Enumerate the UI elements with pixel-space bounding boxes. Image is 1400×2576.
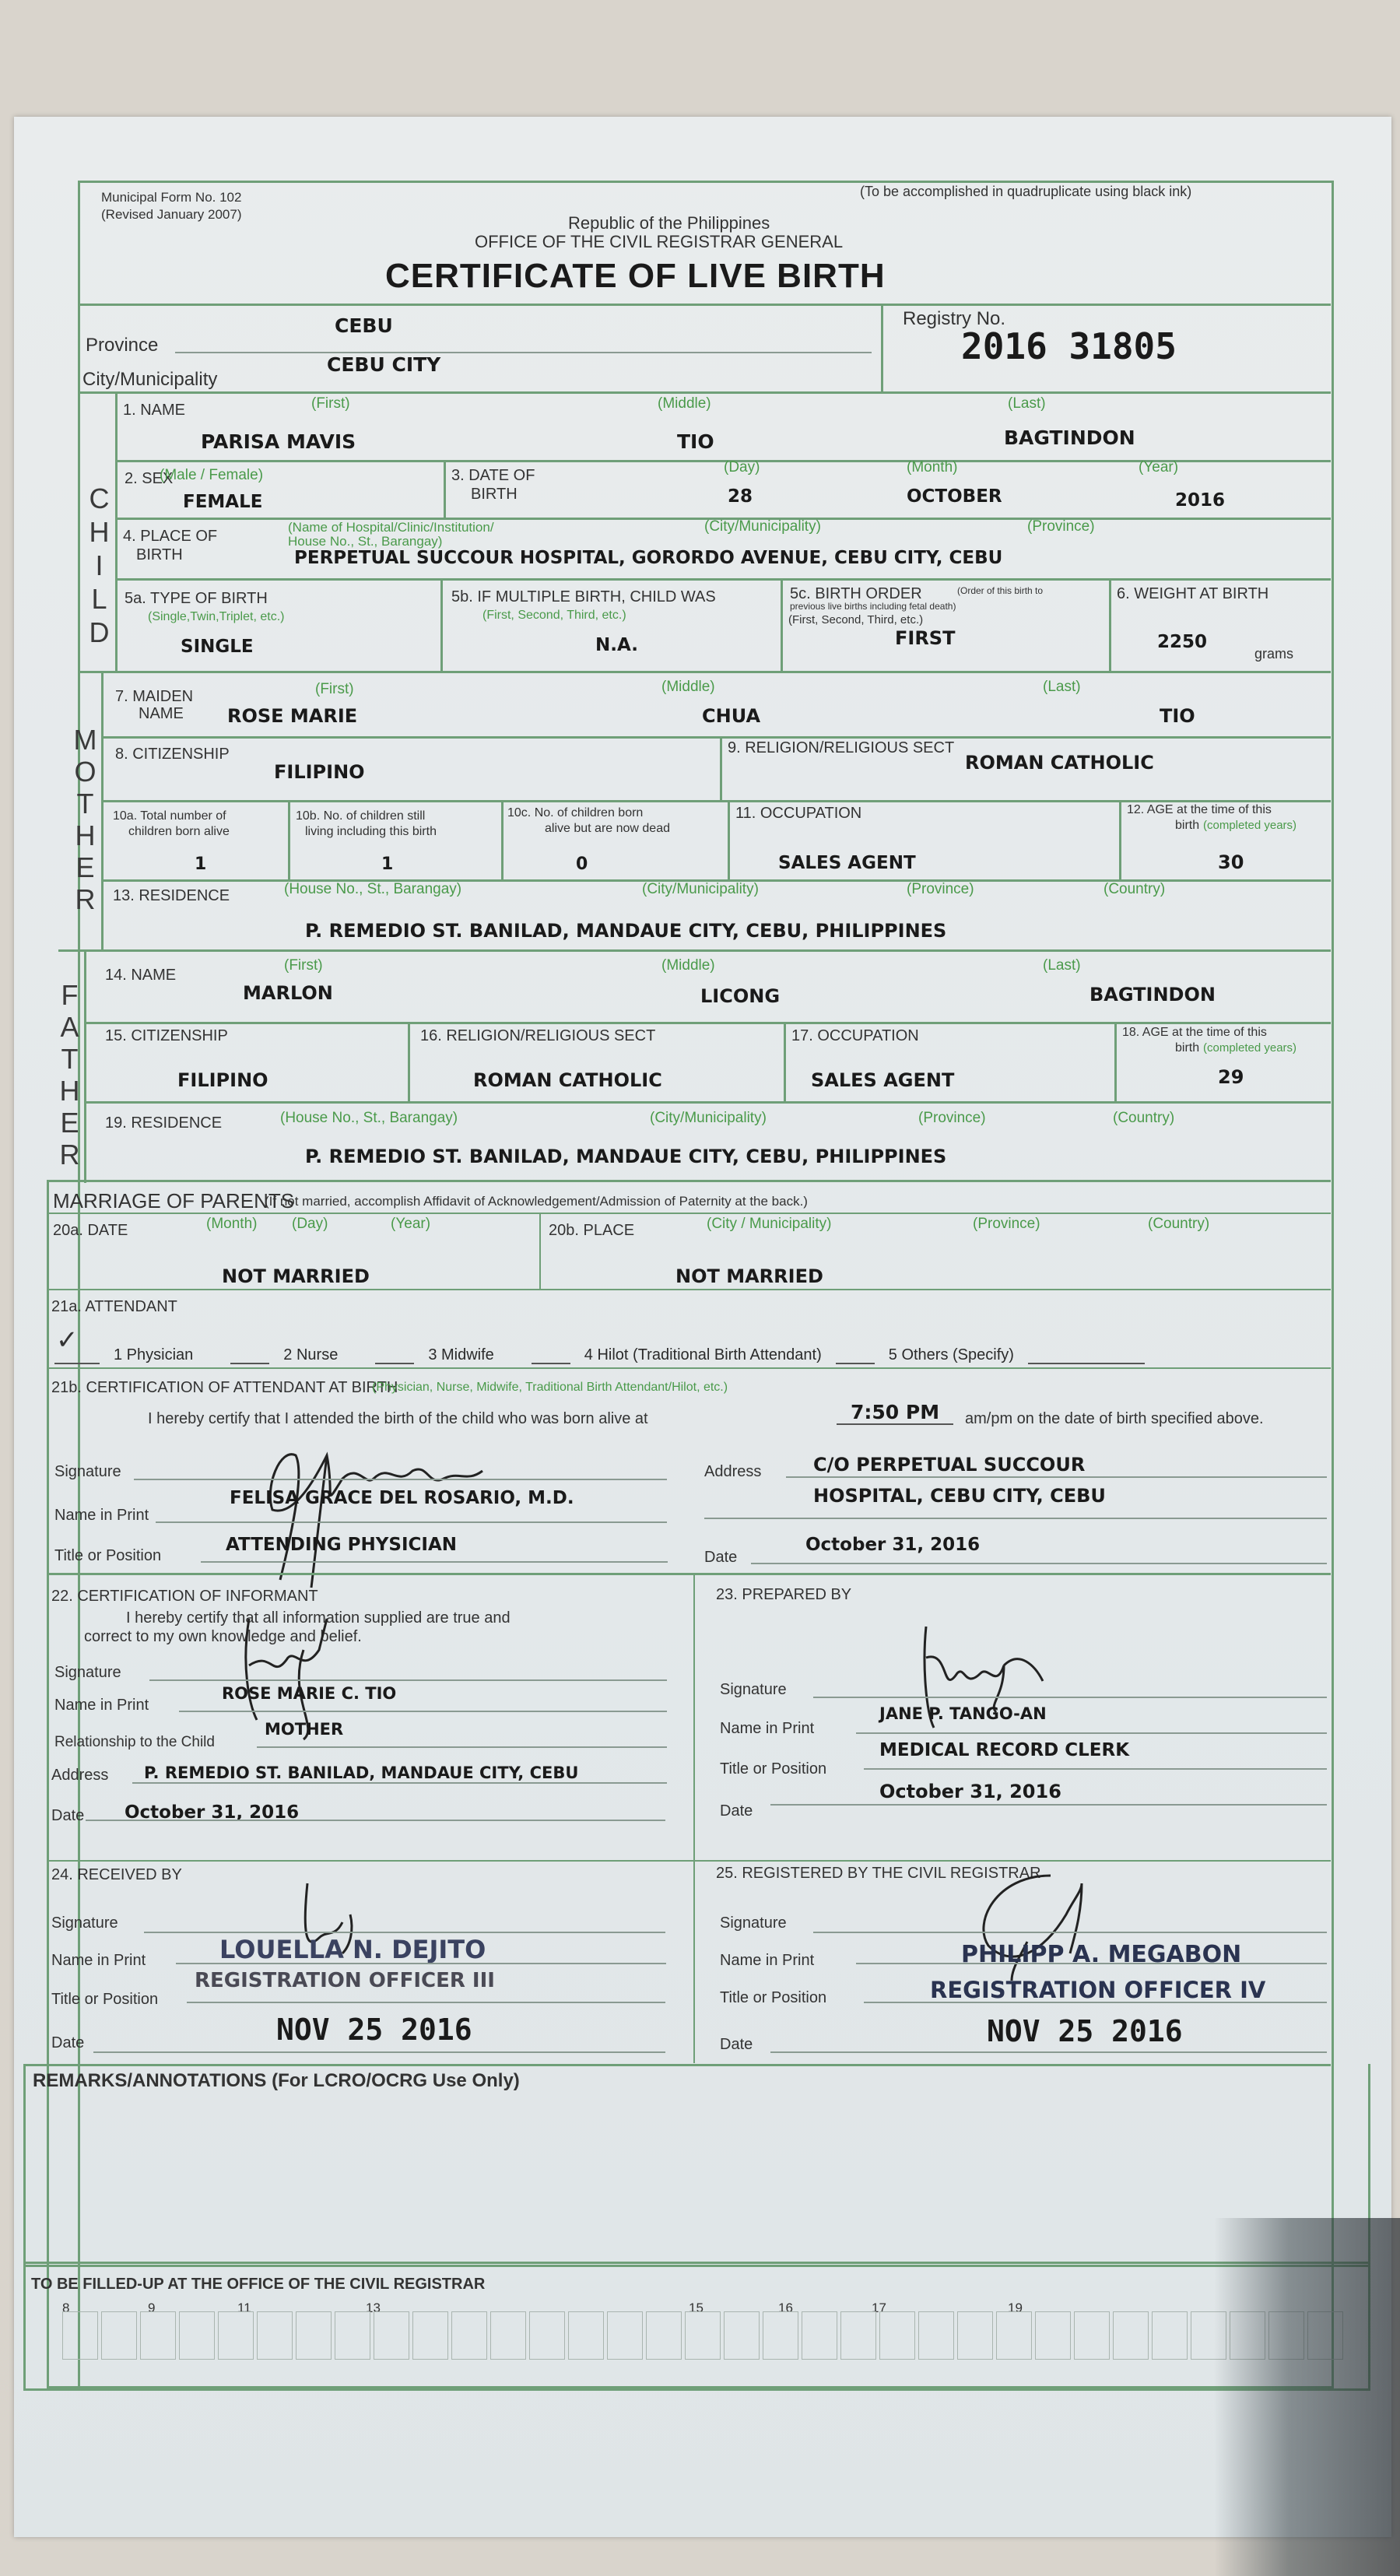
attendant-date-label: Date [704,1549,738,1566]
informant-label: 22. CERTIFICATION OF INFORMANT [51,1588,318,1605]
father-age-hint: (completed years) [1203,1041,1297,1055]
father-res-province-label: (Province) [918,1110,986,1126]
child-last-name: BAGTINDON [1004,426,1135,449]
mother-res-house-label: (House No., St., Barangay) [284,881,462,897]
pob-province-label: (Province) [1027,518,1095,535]
pob-label: 4. PLACE OF [123,528,218,545]
mother-last-name: TIO [1160,705,1195,727]
attendant-name-label: Name in Print [54,1507,149,1524]
received-date-label: Date [51,2034,85,2051]
birth-weight: 2250 [1157,632,1208,652]
father-occupation: SALES AGENT [811,1069,955,1091]
mother-citizenship: FILIPINO [274,761,365,783]
c10c-label: 10c. No. of children born [507,806,644,819]
office-label: TO BE FILLED-UP AT THE OFFICE OF THE CIVIL REGISTRAR [31,2276,486,2293]
attendant-option-midwife[interactable]: 3 Midwife [428,1346,494,1363]
remarks-label: REMARKS/ANNOTATIONS (For LCRO/OCRG Use Only) [33,2070,520,2091]
dob-label: 3. DATE OF [451,467,535,484]
marriage-province-label: (Province) [973,1216,1040,1232]
republic-label: Republic of the Philippines [568,213,770,233]
remarks-area [23,2064,1370,2267]
office-code: 11 [237,2301,251,2315]
birth-day: 28 [728,486,753,507]
attendant-signature [249,1424,529,1595]
registered-label: 25. REGISTERED BY THE CIVIL REGISTRAR [716,1865,1041,1882]
prepared-date-label: Date [720,1802,753,1820]
children-born-alive: 1 [195,855,207,874]
weight-label: 6. WEIGHT AT BIRTH [1117,585,1269,602]
sex-label: 2. SEX [125,470,174,487]
marriage-title: MARRIAGE OF PARENTS [53,1189,295,1213]
city-label: City/Municipality [82,369,218,390]
certification-label: 21b. CERTIFICATION OF ATTENDANT AT BIRTH [51,1379,398,1396]
birth-time: 7:50 PM [837,1401,953,1425]
marriage-month-label: (Month) [206,1216,258,1232]
birth-order: FIRST [895,627,956,649]
received-name-stamp: LOUELLA N. DEJITO [219,1935,486,1964]
registered-date-stamp: NOV 25 2016 [987,2014,1183,2048]
informant-date: October 31, 2016 [125,1802,300,1823]
received-label: 24. RECEIVED BY [51,1866,182,1883]
marriage-place-label: 20b. PLACE [549,1222,635,1239]
registered-date-label: Date [720,2036,753,2053]
father-religion: ROMAN CATHOLIC [473,1069,662,1091]
mother-section-label [68,724,100,922]
father-occupation-label: 17. OCCUPATION [791,1027,919,1044]
attendant-option-nurse[interactable]: 2 Nurse [283,1346,339,1363]
father-middle-label: (Middle) [661,957,715,974]
father-res-city-label: (City/Municipality) [650,1110,767,1126]
year-label: (Year) [1139,459,1179,476]
mother-res-country-label: (Country) [1104,881,1166,897]
attendant-title-label: Title or Position [54,1547,162,1564]
ink-instruction: (To be accomplished in quadruplicate using black ink) [860,184,1192,199]
city-value: CEBU CITY [327,353,441,376]
informant-signature-label: Signature [54,1664,121,1681]
prepared-name-label: Name in Print [720,1720,815,1737]
attendant-option-hilot[interactable]: 4 Hilot (Traditional Birth Attendant) [584,1346,822,1363]
attendant-signature-label: Signature [54,1463,121,1480]
children-now-dead: 0 [576,855,588,874]
mother-occupation-label: 11. OCCUPATION [735,805,862,822]
registered-name-stamp: PHILIPP A. MEGABON [961,1941,1242,1968]
month-label: (Month) [907,459,958,476]
pob-hint: (Name of Hospital/Clinic/Institution/ [288,520,494,535]
registry-number: 2016 31805 [961,325,1177,367]
prepared-signature-label: Signature [720,1681,787,1698]
dob-label-2: BIRTH [471,486,518,503]
marriage-day-label: (Day) [292,1216,328,1232]
father-age: 29 [1218,1066,1244,1088]
child-name-label: 1. NAME [123,402,186,419]
father-first-name: MARLON [243,982,333,1004]
mother-occupation: SALES AGENT [778,853,916,873]
province-label: Province [86,335,159,356]
office-code: 15 [689,2301,704,2315]
registry-label: Registry No. [903,308,1006,329]
c10b-label-2: living including this birth [305,825,437,838]
informant-address-label: Address [51,1767,109,1784]
marriage-city-label: (City / Municipality) [707,1216,832,1232]
marriage-note: (If not married, accomplish Affidavit of Acknowledgement/Admission of Paternity at the back.) [265,1194,808,1209]
shadow [1214,2218,1400,2576]
mother-side-text: MOTHER [69,724,101,915]
registered-title-stamp: REGISTRATION OFFICER IV [930,1977,1266,2003]
attendant-name: FELISA GRACE DEL ROSARIO, M.D. [230,1488,574,1508]
certification-hint: (Physician, Nurse, Midwife, Traditional Birth Attendant/Hilot, etc.) [372,1381,728,1394]
pob-label-2: BIRTH [136,546,183,563]
mother-last-label: (Last) [1043,679,1081,695]
form-revised: (Revised January 2007) [101,207,242,222]
office-code: 8 [62,2301,70,2315]
mother-res-province-label: (Province) [907,881,974,897]
child-first-name: PARISA MAVIS [201,430,356,453]
birth-order-label: 5c. BIRTH ORDER [790,585,922,602]
received-name-label: Name in Print [51,1952,146,1969]
birth-type-hint: (Single,Twin,Triplet, etc.) [148,610,285,623]
birth-order-hint-2: previous live births including fetal death) [790,601,956,612]
marriage-country-label: (Country) [1148,1216,1210,1232]
multiple-birth: N.A. [595,635,638,655]
father-first-label: (First) [284,957,323,974]
mother-res-city-label: (City/Municipality) [642,881,759,897]
father-residence-label: 19. RESIDENCE [105,1114,223,1132]
office-code: 16 [778,2301,793,2315]
attendant-option-physician[interactable]: 1 Physician [114,1346,194,1363]
prepared-title-label: Title or Position [720,1760,827,1778]
attendant-options [54,1346,1145,1364]
mother-religion: ROMAN CATHOLIC [965,752,1154,774]
father-section-label [53,979,84,1177]
marriage-place: NOT MARRIED [675,1265,823,1287]
registered-title-label: Title or Position [720,1989,827,2006]
received-title-label: Title or Position [51,1991,159,2008]
father-age-label: 18. AGE at the time of this [1122,1026,1267,1039]
father-res-country-label: (Country) [1113,1110,1175,1126]
province-value: CEBU [335,314,393,337]
attendant-option-others[interactable]: 5 Others (Specify) [888,1346,1014,1363]
informant-name: ROSE MARIE C. TIO [222,1684,397,1703]
father-middle-name: LICONG [700,985,781,1007]
received-title-stamp: REGISTRATION OFFICER III [195,1969,495,1992]
mother-first-name: ROSE MARIE [227,705,358,727]
child-last-label: (Last) [1008,395,1046,412]
prepared-name: JANE P. TANGO-AN [879,1704,1047,1723]
mother-age: 30 [1218,851,1244,873]
office-code: 13 [366,2301,381,2315]
father-residence: P. REMEDIO ST. BANILAD, MANDAUE CITY, CEBU, PHILIPPINES [305,1146,947,1167]
certification-text-2: am/pm on the date of birth specified above. [965,1410,1264,1427]
mother-age-hint: (completed years) [1203,819,1297,832]
place-of-birth: PERPETUAL SUCCOUR HOSPITAL, GORORDO AVENUE, CEBU CITY, CEBU [294,548,1003,568]
informant-name-label: Name in Print [54,1697,149,1714]
attendant-address-line-2: HOSPITAL, CEBU CITY, CEBU [813,1485,1106,1507]
office-label: OFFICE OF THE CIVIL REGISTRAR GENERAL [475,232,844,251]
father-age-label-2: birth [1175,1041,1200,1055]
father-religion-label: 16. RELIGION/RELIGIOUS SECT [420,1027,656,1044]
mother-religion-label: 9. RELIGION/RELIGIOUS SECT [728,739,955,756]
father-citizenship: FILIPINO [177,1069,268,1091]
attendant-label: 21a. ATTENDANT [51,1298,177,1315]
child-section-label [82,483,114,657]
father-side-text: FATHER [54,979,86,1170]
marriage-date: NOT MARRIED [222,1265,370,1287]
certification-text: I hereby certify that I attended the birth of the child who was born alive at [148,1410,648,1427]
child-middle-label: (Middle) [658,395,711,412]
children-still-living: 1 [381,855,394,874]
multiple-birth-hint: (First, Second, Third, etc.) [482,609,626,622]
father-citizenship-label: 15. CITIZENSHIP [105,1027,228,1044]
attendant-title: ATTENDING PHYSICIAN [226,1535,458,1555]
father-res-house-label: (House No., St., Barangay) [280,1110,458,1126]
child-middle-name: TIO [677,430,714,453]
mother-residence: P. REMEDIO ST. BANILAD, MANDAUE CITY, CEBU, PHILIPPINES [305,920,947,942]
prepared-title: MEDICAL RECORD CLERK [879,1740,1130,1760]
birth-type-label: 5a. TYPE OF BIRTH [125,590,268,607]
birth-order-hint: (Order of this birth to [957,585,1044,596]
child-side-text: CHILD [83,483,115,650]
office-code: 9 [148,2301,156,2315]
mother-age-label-2: birth [1175,819,1200,832]
form-number: Municipal Form No. 102 [101,190,242,205]
registered-signature-label: Signature [720,1914,787,1932]
maiden-name-label: 7. MAIDEN [115,688,194,705]
sex-hint: (Male / Female) [160,467,264,483]
multiple-birth-label: 5b. IF MULTIPLE BIRTH, CHILD WAS [451,588,716,605]
father-last-name: BAGTINDON [1089,984,1216,1005]
office-code: 17 [872,2301,886,2315]
mother-middle-name: CHUA [702,705,761,727]
mother-middle-label: (Middle) [661,679,715,695]
received-date-stamp: NOV 25 2016 [276,2013,472,2047]
pob-city-label: (City/Municipality) [704,518,821,535]
mother-citizenship-label: 8. CITIZENSHIP [115,746,230,763]
birth-order-hint-3: (First, Second, Third, etc.) [788,613,924,626]
relationship-value: MOTHER [265,1720,344,1739]
prepared-date: October 31, 2016 [879,1781,1061,1802]
check-mark-icon: ✓ [56,1325,79,1355]
birth-year: 2016 [1175,490,1226,511]
sex-value: FEMALE [183,492,263,512]
birth-month: OCTOBER [907,486,1002,507]
weight-unit: grams [1254,646,1294,662]
informant-address: P. REMEDIO ST. BANILAD, MANDAUE CITY, CEBU [144,1764,579,1782]
pob-hint-2: House No., St., Barangay) [288,534,443,549]
c10c-label-2: alive but are now dead [545,822,670,835]
marriage-year-label: (Year) [391,1216,431,1232]
marriage-date-label: 20a. DATE [53,1222,128,1239]
c10a-label-2: children born alive [128,825,230,838]
office-code-cells [62,2311,1346,2360]
prepared-label: 23. PREPARED BY [716,1586,852,1603]
child-first-label: (First) [311,395,350,412]
document-title: CERTIFICATE OF LIVE BIRTH [385,257,886,295]
registered-name-label: Name in Print [720,1952,815,1969]
mother-age-label: 12. AGE at the time of this [1127,803,1272,816]
c10b-label: 10b. No. of children still [296,809,426,823]
attendant-date: October 31, 2016 [805,1535,981,1555]
day-label: (Day) [724,459,760,476]
office-code: 19 [1008,2301,1023,2315]
relationship-label: Relationship to the Child [54,1734,215,1750]
received-signature-label: Signature [51,1914,118,1932]
c10a-label: 10a. Total number of [113,809,226,823]
attendant-address-label: Address [704,1463,762,1480]
informant-text: I hereby certify that all information supplied are true and [126,1609,511,1627]
mother-first-label: (First) [315,681,354,697]
maiden-name-label-2: NAME [139,705,184,722]
attendant-address-line-1: C/O PERPETUAL SUCCOUR [813,1454,1086,1476]
father-last-label: (Last) [1043,957,1081,974]
mother-residence-label: 13. RESIDENCE [113,887,230,904]
birth-type: SINGLE [181,637,254,657]
informant-date-label: Date [51,1807,85,1824]
father-name-label: 14. NAME [105,967,177,984]
informant-text-2: correct to my own knowledge and belief. [84,1628,362,1645]
